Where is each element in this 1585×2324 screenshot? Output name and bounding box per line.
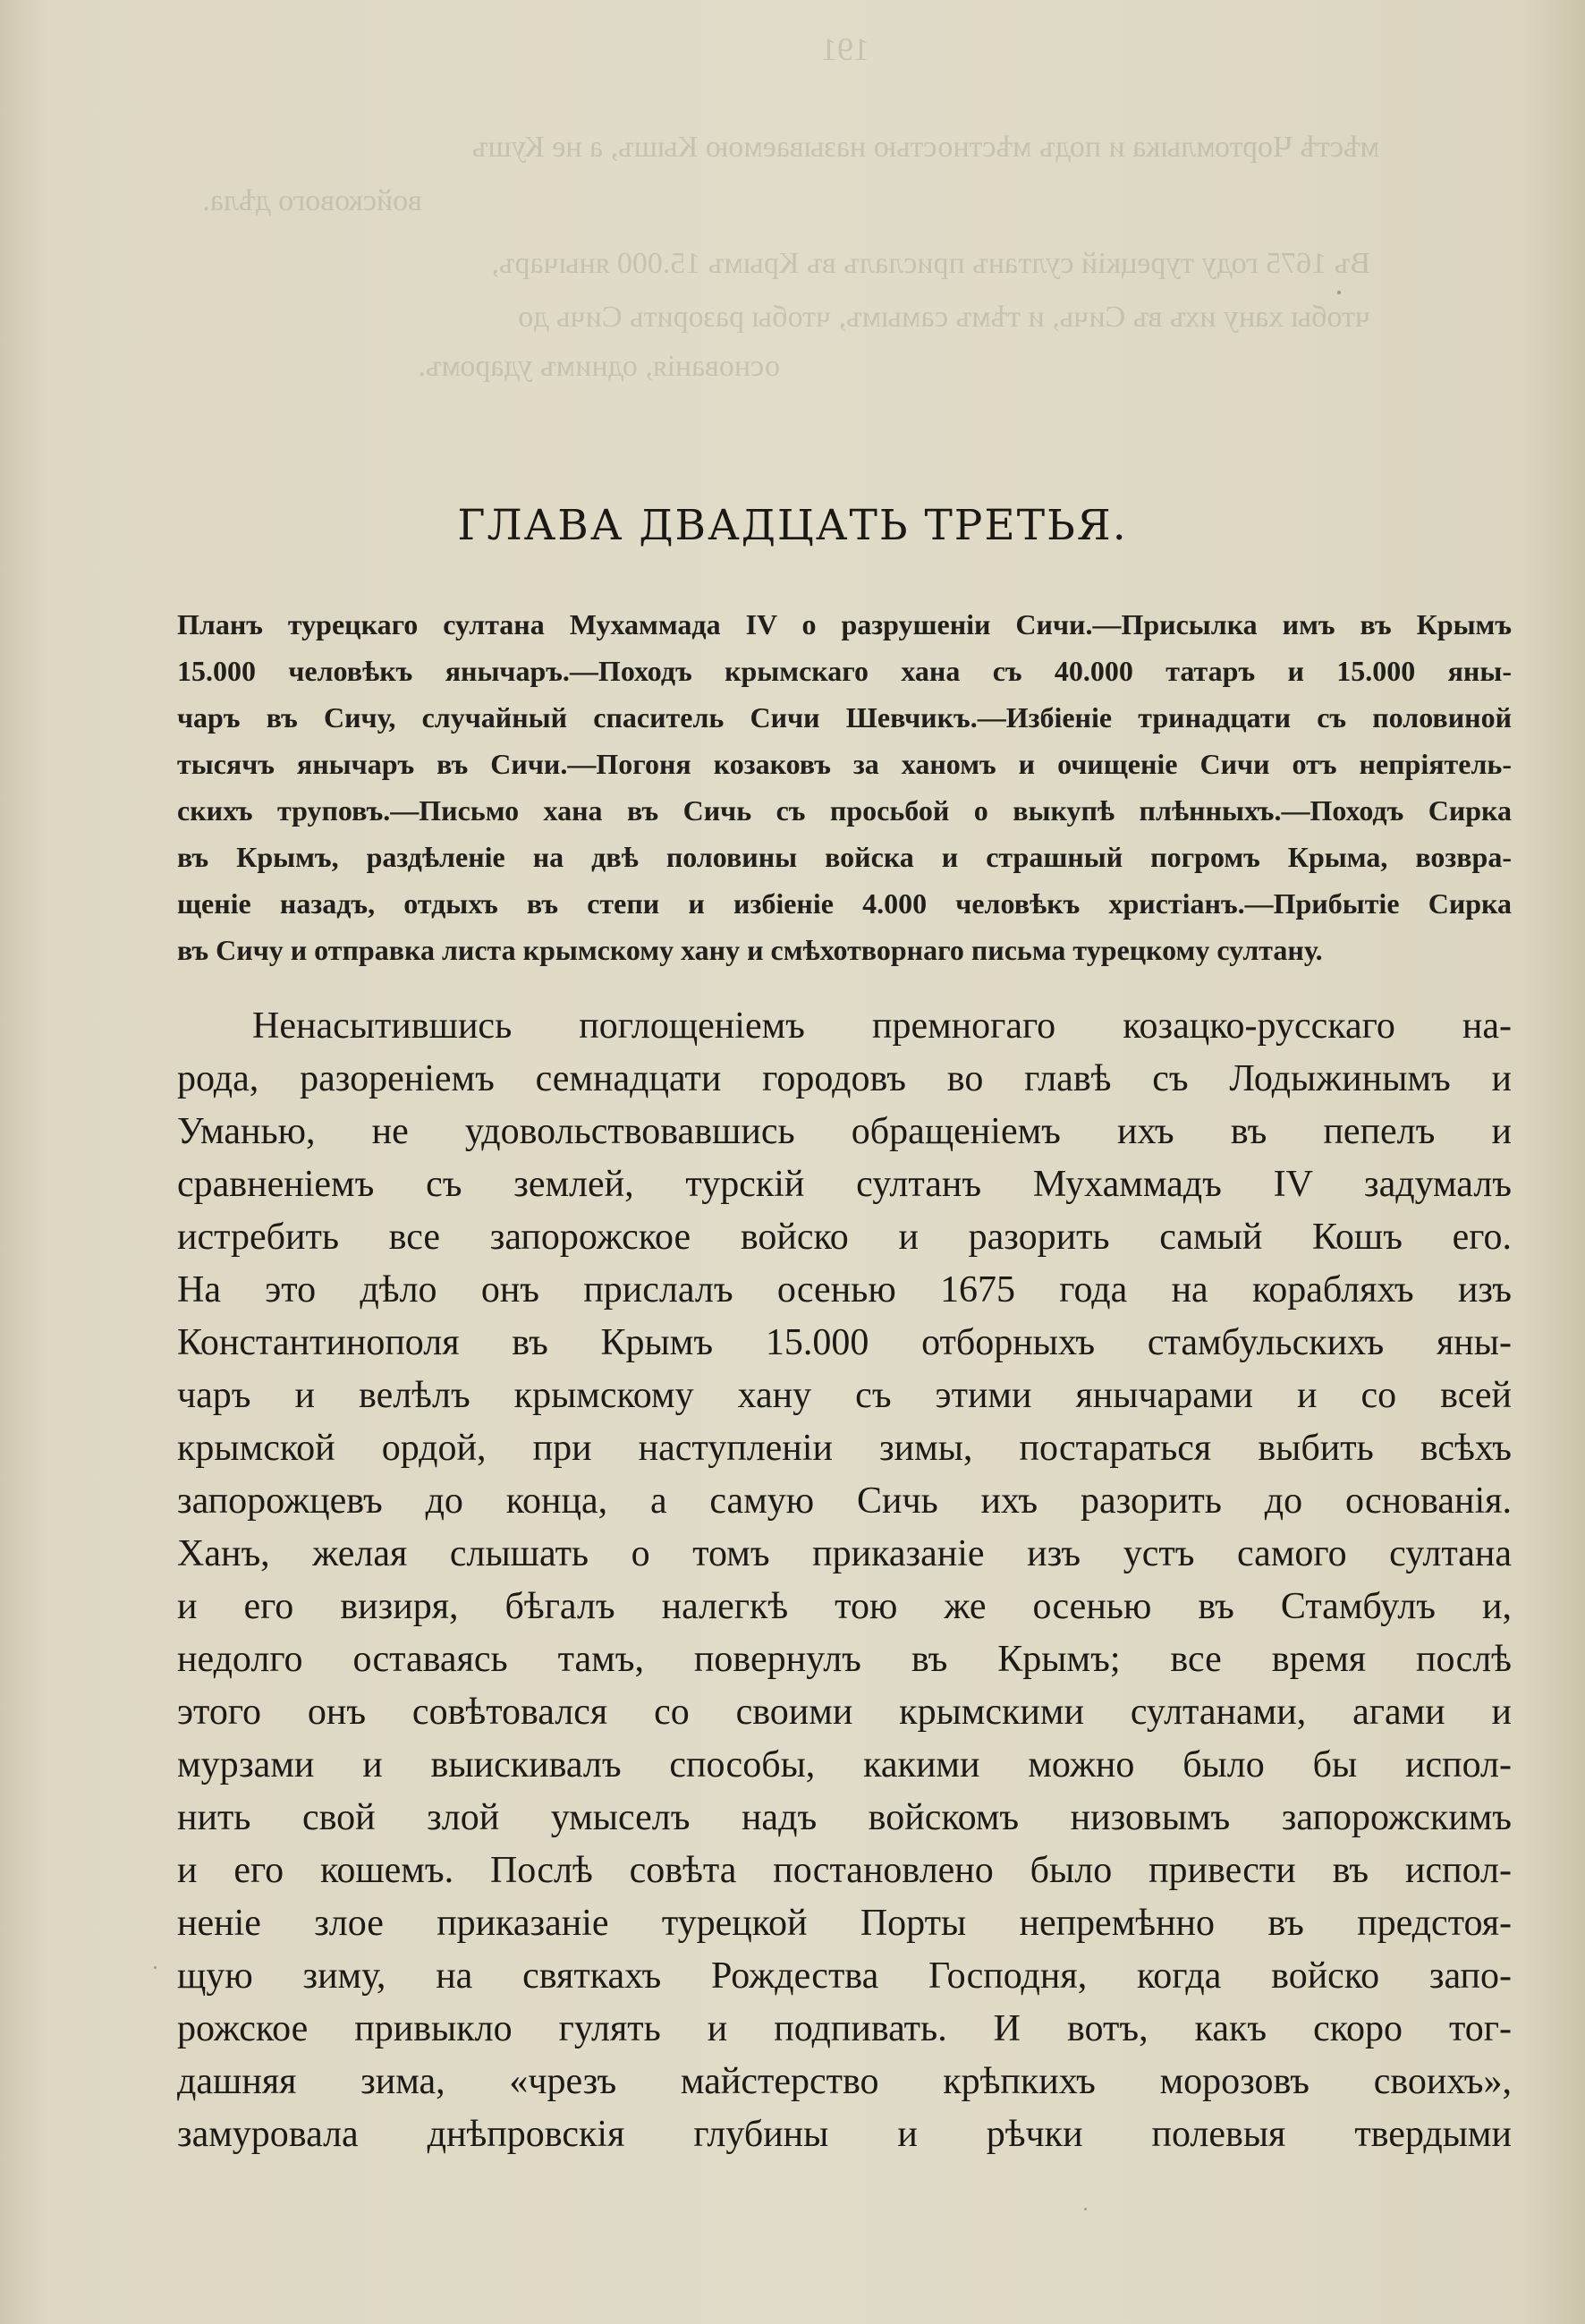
body-line: На это дѣло онъ прислалъ осенью 1675 года на корабляхъ изъ <box>177 1269 1512 1310</box>
summary-line: 15.000 человѣкъ янычаръ.—Походъ крымскаго хана съ 40.000 татаръ и 15.000 яны- <box>177 655 1512 687</box>
summary-line: чаръ въ Сичу, случайный спаситель Сичи Шевчикъ.—Избіеніе тринадцати съ половиной <box>177 701 1512 734</box>
bleed-line: войскового дѣла. <box>202 184 422 217</box>
summary-line: въ Сичу и отправка листа крымскому хану и смѣхотворнаго письма турецкому султану. <box>177 934 1323 966</box>
paper-speck <box>1084 2208 1087 2210</box>
body-line: крымской ордой, при наступленіи зимы, постараться выбить всѣхъ <box>177 1428 1512 1469</box>
body-line: недолго оставаясь тамъ, повернулъ въ Крымъ; все время послѣ <box>177 1639 1512 1680</box>
chapter-title: ГЛАВА ДВАДЦАТЬ ТРЕТЬЯ. <box>457 501 1128 550</box>
summary-line: щеніе назадъ, отдыхъ въ степи и избіеніе 4.000 человѣкъ христіанъ.—Прибытіе Сирка <box>177 887 1512 920</box>
chapter-summary <box>177 601 1512 973</box>
body-line: рожское привыкло гулять и подпивать. И вотъ, какъ скоро тог- <box>177 2008 1512 2049</box>
body-line: замуровала днѣпровскія глубины и рѣчки полевыя твердыми <box>177 2114 1512 2155</box>
bleed-line: мѣстѣ Чортомлыка и подъ мѣстностью называемою Кышъ, а не Кушъ <box>471 131 1379 164</box>
body-line: неніе злое приказаніе турецкой Порты непремѣнно въ предстоя- <box>177 1903 1512 1944</box>
body-line: щую зиму, на святкахъ Рождества Господня, когда войско запо- <box>177 1955 1512 1997</box>
body-line: мурзами и выискивалъ способы, какими можно было бы испол- <box>177 1744 1512 1785</box>
body-line: Ненасытившись поглощеніемъ премногаго козацко-русскаго на- <box>252 1005 1512 1047</box>
body-line: Ханъ, желая слышать о томъ приказаніе изъ устъ самого султана <box>177 1533 1512 1574</box>
paper-speck <box>154 1966 157 1969</box>
bleed-line: Въ 1675 году турецкій султанъ прислалъ въ Крымъ 15.000 янычаръ, <box>491 247 1370 280</box>
body-line: Уманью, не удовольствовавшись обращеніемъ ихъ въ пепелъ и <box>177 1111 1512 1152</box>
bleed-line: чтобы хану ихъ въ Сичь, и тѣмъ самымъ, чтобы разорить Сичь до <box>518 301 1370 334</box>
body-line: чаръ и велѣлъ крымскому хану съ этими янычарами и со всей <box>177 1375 1512 1416</box>
bleed-through-text <box>0 0 1585 394</box>
summary-line: скихъ труповъ.—Письмо хана въ Сичь съ просьбой о выкупѣ плѣнныхъ.—Походъ Сирка <box>177 794 1512 827</box>
body-text <box>177 1000 1512 2161</box>
body-line: Константинополя въ Крымъ 15.000 отборныхъ стамбульскихъ яны- <box>177 1322 1512 1363</box>
summary-line: тысячъ янычаръ въ Сичи.—Погоня козаковъ за ханомъ и очищеніе Сичи отъ непріятель- <box>177 748 1512 780</box>
body-line: сравненіемъ съ землей, турскій султанъ Мухаммадъ IV задумалъ <box>177 1164 1512 1205</box>
bleed-page-number: 191 <box>821 31 869 67</box>
body-line: нить свой злой умыселъ надъ войскомъ низовымъ запорожскимъ <box>177 1797 1512 1838</box>
body-line: и его визиря, бѣгалъ налегкѣ тою же осенью въ Стамбулъ и, <box>177 1586 1512 1627</box>
body-line: дашняя зима, «чрезъ майстерство крѣпкихъ морозовъ своихъ», <box>177 2061 1512 2102</box>
body-line: и его кошемъ. Послѣ совѣта постановлено было привести въ испол- <box>177 1850 1512 1891</box>
summary-line: въ Крымъ, раздѣленіе на двѣ половины войска и страшный погромъ Крыма, возвра- <box>177 841 1512 873</box>
bleed-line: основанія, однимъ ударомъ. <box>418 350 780 383</box>
body-line: запорожцевъ до конца, а самую Сичь ихъ разорить до основанія. <box>177 1480 1512 1522</box>
summary-line: Планъ турецкаго султана Мухаммада IV о разрушеніи Сичи.—Присылка имъ въ Крымъ <box>177 608 1512 640</box>
body-line: рода, разореніемъ семнадцати городовъ во главѣ съ Лодыжинымъ и <box>177 1058 1512 1099</box>
paper-speck <box>1337 291 1341 294</box>
body-line: этого онъ совѣтовался со своими крымскими султанами, агами и <box>177 1692 1512 1733</box>
body-line: истребить все запорожское войско и разорить самый Кошъ его. <box>177 1217 1512 1258</box>
